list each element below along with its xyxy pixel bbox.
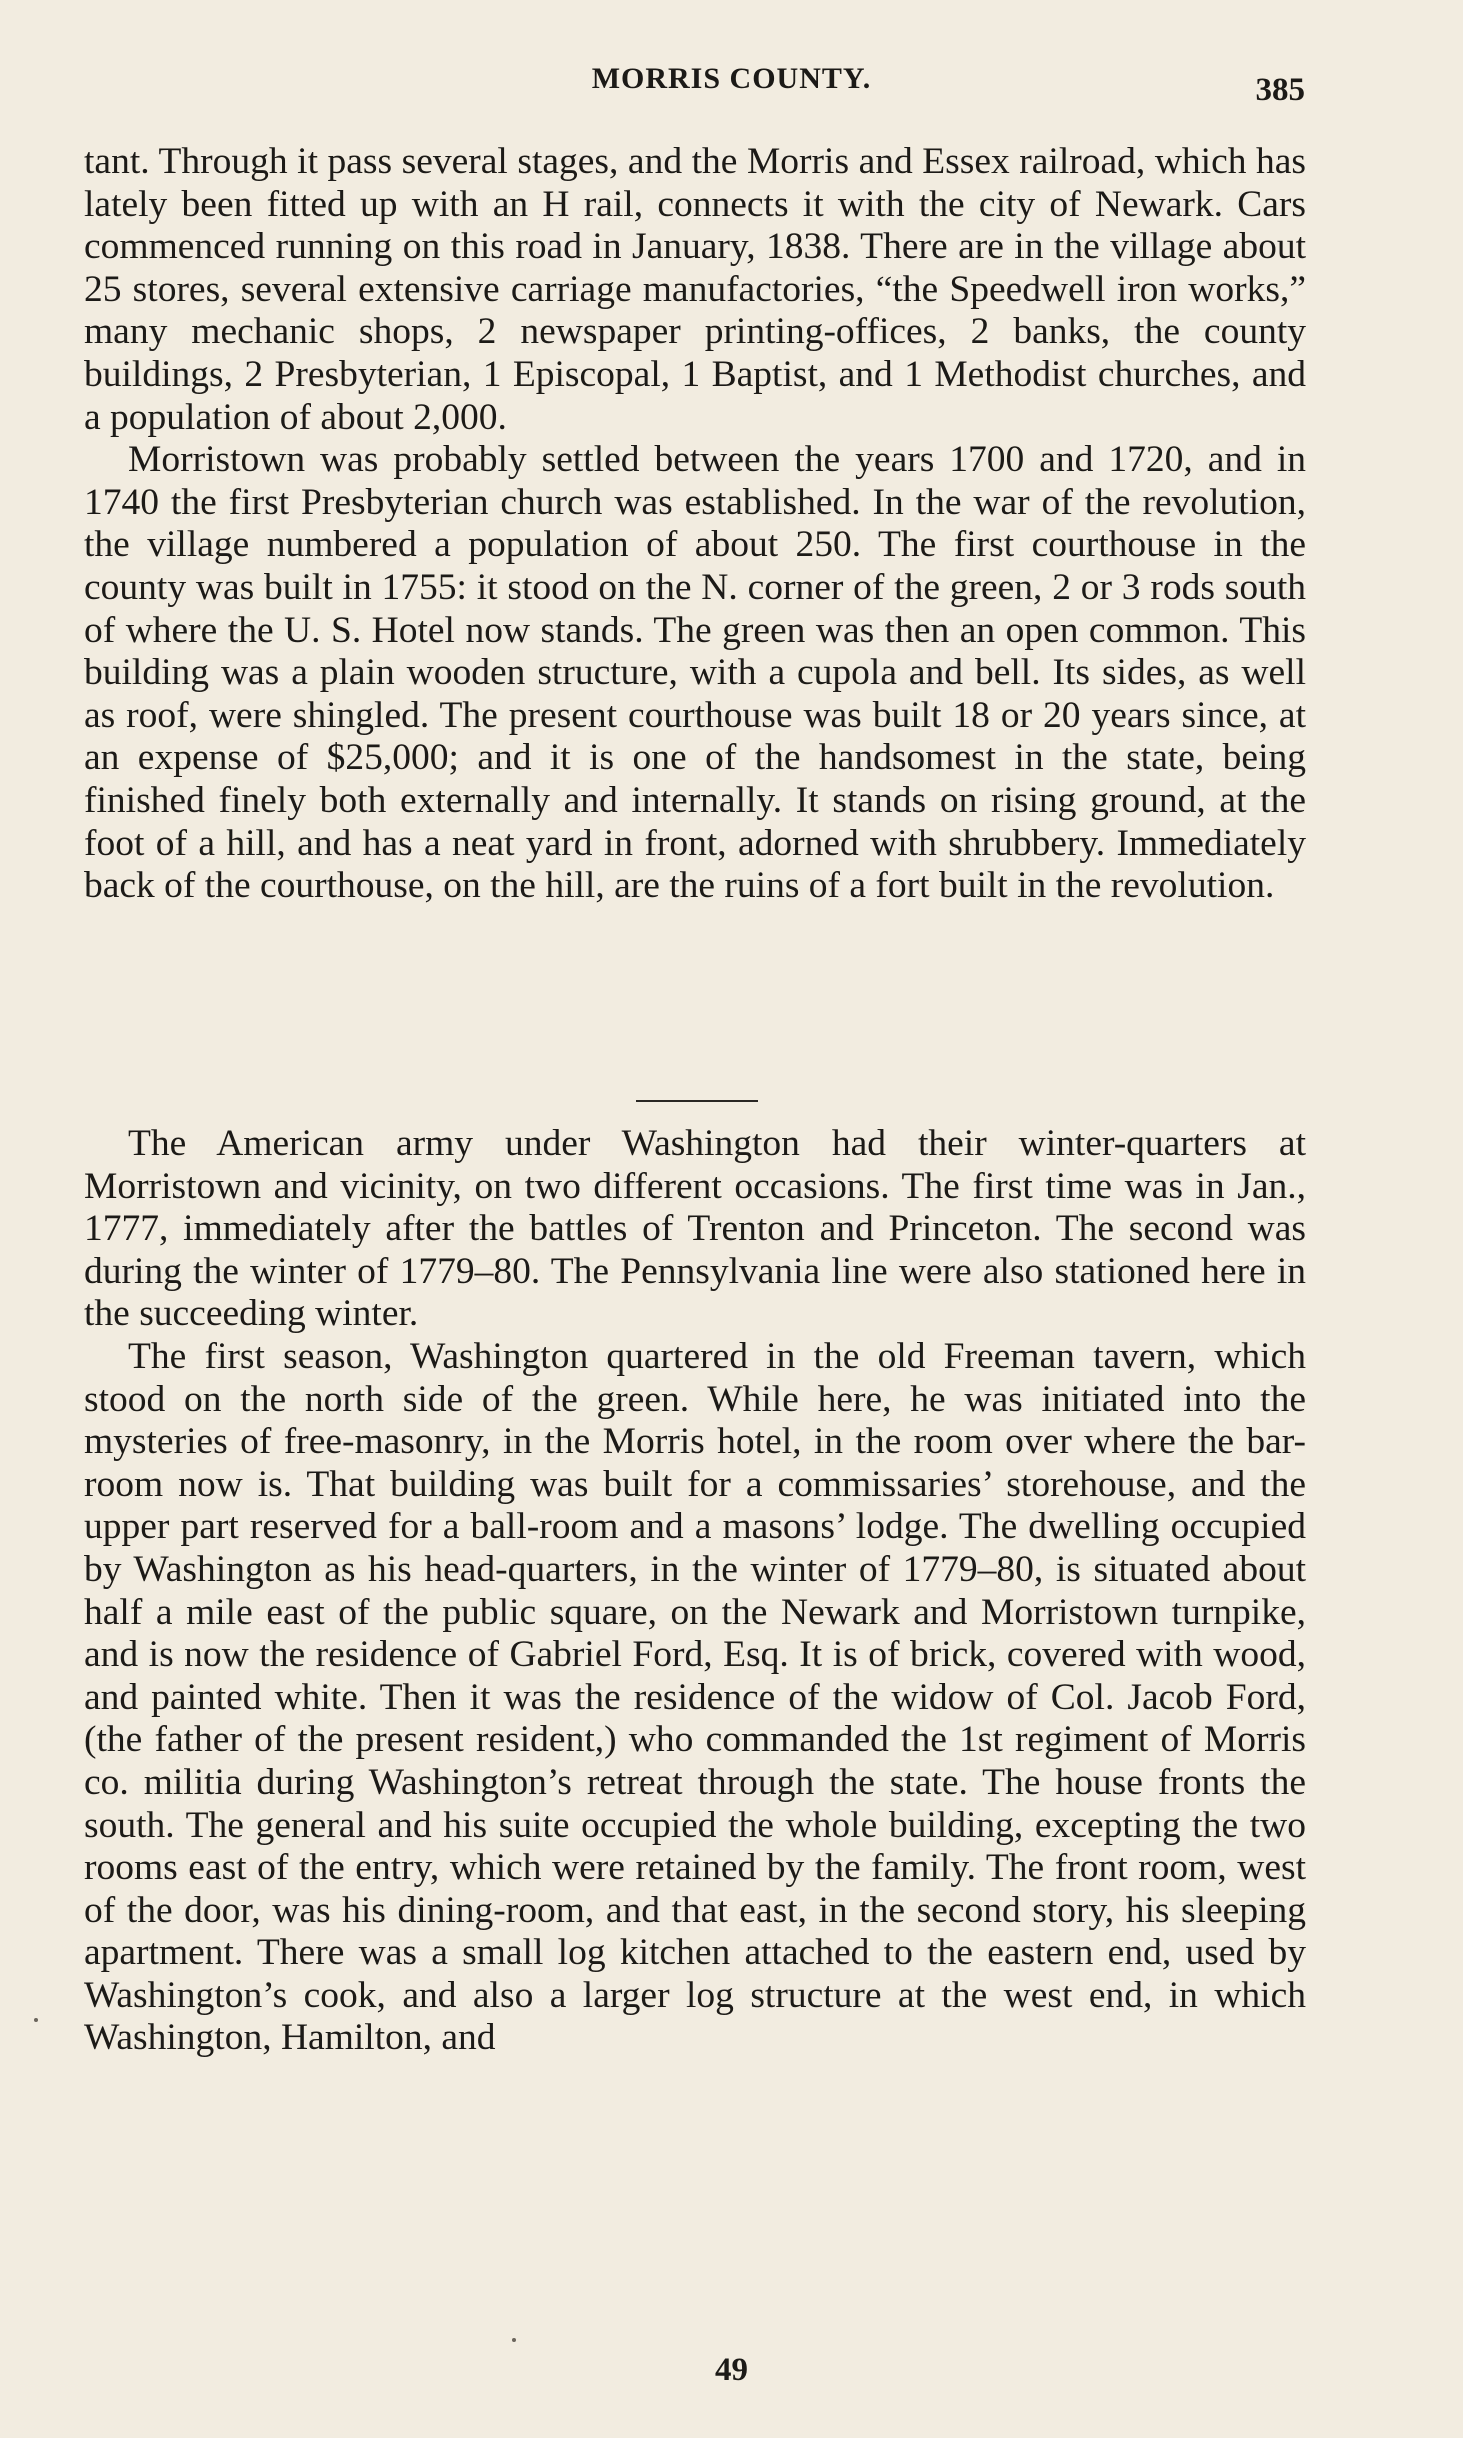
running-title: MORRIS COUNTY.: [591, 62, 872, 95]
paragraph: The first season, Washington quartered in the old Freeman tavern, which stood on the north side of the green. While here, he was initiated into the mysteries of free-masonry, in the Morris hotel, in the room over where the bar-room now is. That building was built for a commissaries’ storehouse, and the upper part reserved for a ball-room and a masons’ lodge. The dwelling occupied by Washington as his head-quarters, in the winter of 1779–80, is situated about half a mile east of the public square, on the Newark and Morristown turnpike, and is now the residence of Gabriel Ford, Esq. It is of brick, covered with wood, and painted white. Then it was the residence of the widow of Col. Jacob Ford, (the father of the present resident,) who commanded the 1st regiment of Morris co. militia during Washington’s retreat through the state. The house fronts the south. The general and his suite occupied the whole building, excepting the two rooms east of the entry, which were retained by the family. The front room, west of the door, was his dining-room, and that east, in the second story, his sleeping apartment. There was a small log kitchen attached to the eastern end, used by Washington’s cook, and also a larger log structure at the west end, in which Washington, Hamilton, and: [84, 1335, 1306, 2059]
running-head: [0, 62, 1463, 108]
paragraph: tant. Through it pass several stages, and the Morris and Essex railroad, which has lately been fitted up with an H rail, connects it with the city of Newark. Cars commenced running on this road in January, 1838. There are in the village about 25 stores, several extensive carriage manufactories, “the Speedwell iron works,” many mechanic shops, 2 newspaper printing-offices, 2 banks, the county buildings, 2 Presbyterian, 1 Episcopal, 1 Baptist, and 1 Methodist churches, and a population of about 2,000.: [84, 141, 1306, 438]
section-town-description: [84, 141, 1306, 908]
paragraph: Morristown was probably settled between the years 1700 and 1720, and in 1740 the first Presbyterian church was established. In the war of the revolution, the village numbered a population of about 250. The first courthouse in the county was built in 1755: it stood on the N. corner of the green, 2 or 3 rods south of where the U. S. Hotel now stands. The green was then an open common. This building was a plain wooden structure, with a cupola and bell. Its sides, as well as roof, were shingled. The present courthouse was built 18 or 20 years since, at an expense of $25,000; and it is one of the handsomest in the state, being finished finely both externally and internally. It stands on rising ground, at the foot of a hill, and has a neat yard in front, adorned with shrubbery. Immediately back of the courthouse, on the hill, are the ruins of a fort built in the revolution.: [84, 439, 1306, 907]
page-number: 385: [1255, 72, 1305, 108]
section-divider: [636, 1100, 758, 1102]
paragraph: The American army under Washington had their winter-quarters at Morristown and vicinity, on two different occasions. The first time was in Jan., 1777, immediately after the battles of Trenton and Princeton. The second was during the winter of 1779–80. The Pennsylvania line were also stationed here in the succeeding winter.: [84, 1123, 1306, 1335]
section-winter-quarters: [84, 1123, 1306, 2060]
print-speck: [512, 2338, 516, 2342]
print-speck: [34, 2018, 38, 2022]
signature-mark: 49: [715, 2352, 748, 2388]
